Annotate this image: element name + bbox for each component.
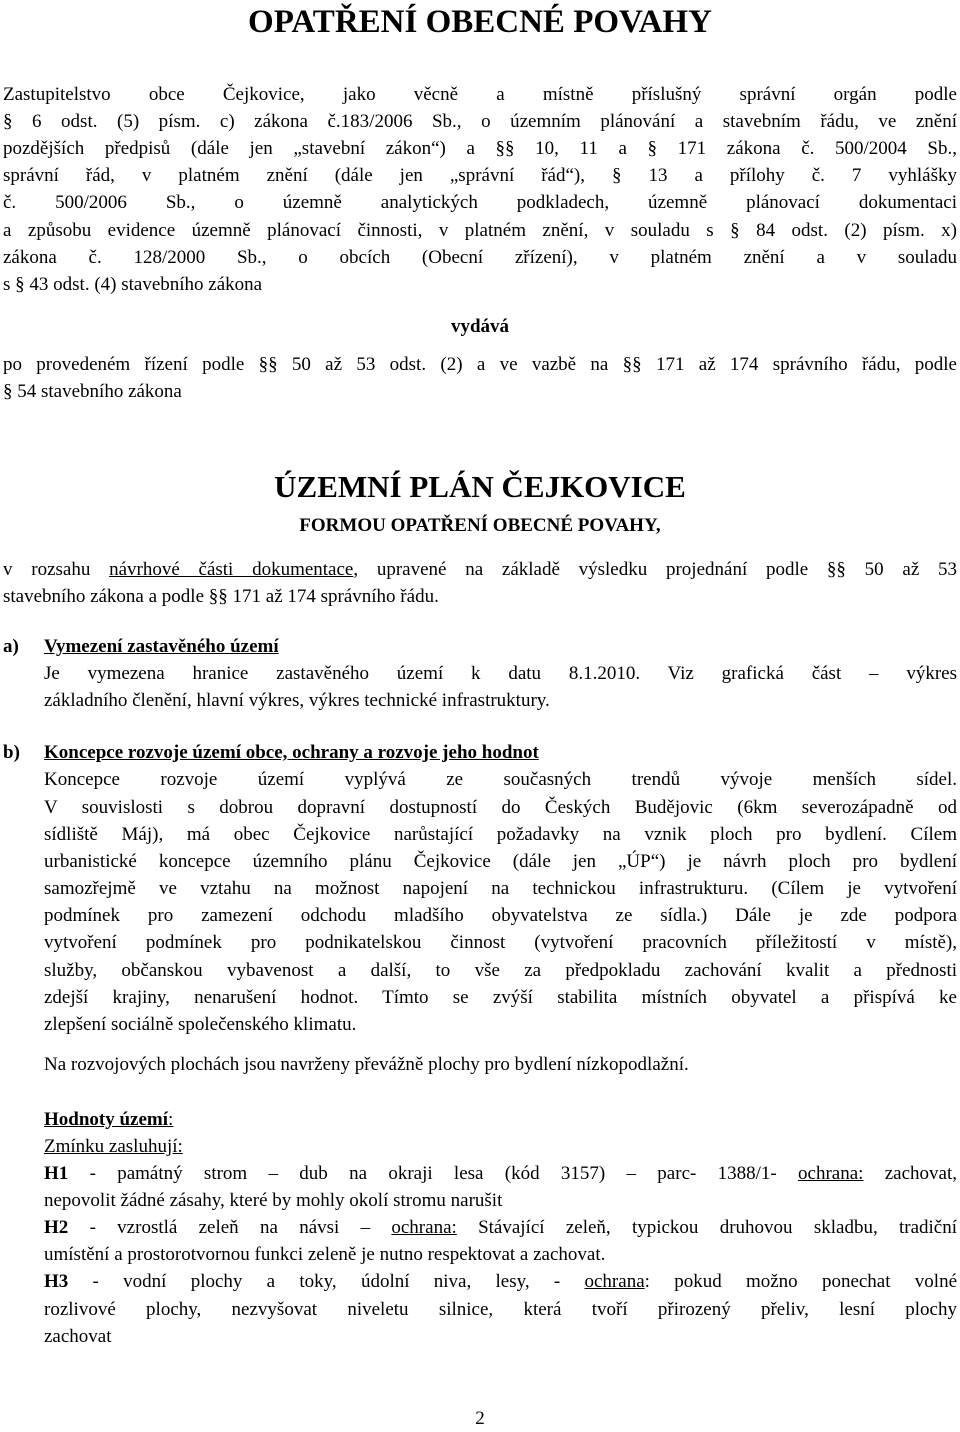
value-h3-code: H3 <box>44 1271 69 1292</box>
values-heading-colon: : <box>168 1109 174 1130</box>
page-number: 2 <box>475 1408 485 1429</box>
intro-line-5: č. 500/2006 Sb., o územně analytických podkladech, územně plánovací dokumentaci <box>3 192 957 213</box>
intro-line-4: správní řád, v platném znění (dále jen „správní řád“), § 13 a přílohy č. 7 vyhlášky <box>3 165 957 186</box>
section-b-line-2: V souvislosti s dobrou dopravní dostupností do Českých Budějovic (6km severozápadně od <box>44 797 957 818</box>
value-h2-line-1 <box>44 1215 957 1241</box>
section-b-line-4: urbanistické koncepce územního plánu Čejkovice (dále jen „ÚP“) je návrh ploch pro bydlení <box>44 851 957 872</box>
scope-post: , upravené na základě výsledku projednání podle §§ 50 až 53 <box>353 559 957 580</box>
value-h2-line-2: umístění a prostorotvornou funkci zeleně je nutno respektovat a zachovat. <box>44 1244 606 1265</box>
value-h1-code: H1 <box>44 1163 69 1184</box>
section-b-line-1: Koncepce rozvoje území vyplývá ze současných trendů vývoje menších sídel. <box>44 769 957 790</box>
values-heading: Hodnoty území <box>44 1109 169 1130</box>
value-h3-line-3: zachovat <box>44 1326 112 1347</box>
section-a-label: a) <box>3 636 19 657</box>
value-h1-line-1 <box>44 1161 957 1187</box>
procedure-line-1: po provedeném řízení podle §§ 50 až 53 odst. (2) a ve vazbě na §§ 171 až 174 správního řádu, podle <box>3 354 957 375</box>
section-b-line-7: vytvoření podmínek pro podnikatelskou činnost (vytvoření pracovních příležitostí v místě), <box>44 932 957 953</box>
value-h2-post: Stávající zeleň, typickou druhovou skladbu, tradiční <box>456 1217 958 1238</box>
section-b-line-8: služby, občanskou vybavenost a další, to vše za předpokladu zachování kvalit a přednosti <box>44 960 957 981</box>
plan-title: ÚZEMNÍ PLÁN ČEJKOVICE <box>274 469 686 504</box>
section-b-line-10: zlepšení sociálně společenského klimatu. <box>44 1014 357 1035</box>
intro-line-1: Zastupitelstvo obce Čejkovice, jako věcně a místně příslušný správní orgán podle <box>3 84 957 105</box>
scope-line-2: stavebního zákona a podle §§ 171 až 174 správního řádu. <box>3 586 439 607</box>
value-h3-protection: ochrana <box>584 1271 645 1292</box>
intro-line-2: § 6 odst. (5) písm. c) zákona č.183/2006 Sb., o územním plánování a stavebním řádu, ve znění <box>3 111 957 132</box>
value-h1-protection: ochrana: <box>798 1163 864 1184</box>
section-b-heading: Koncepce rozvoje území obce, ochrany a rozvoje jeho hodnot <box>44 742 539 763</box>
value-h1-text: - památný strom – dub na okraji lesa (kód 3157) – parc- 1388/1- <box>68 1163 799 1184</box>
intro-line-6: a způsobu evidence územně plánovací činnosti, v platném znění, v souladu s § 84 odst. (2) písm. x) <box>3 220 957 241</box>
section-b-line-6: podmínek pro zamezení odchodu mladšího obyvatelstva ze sídla.) Dále je zde podpora <box>44 905 957 926</box>
intro-line-3: pozdějších předpisů (dále jen „stavební zákon“) a §§ 10, 11 a § 171 zákona č. 500/2004 Sb., <box>3 138 957 159</box>
document-title: OPATŘENÍ OBECNÉ POVAHY <box>248 4 712 40</box>
scope-line-1 <box>3 557 957 583</box>
section-b-line-3: sídliště Máj), má obec Čejkovice narůstající požadavky na vznik ploch pro bydlení. Cílem <box>44 824 957 845</box>
section-a-heading: Vymezení zastavěného území <box>44 636 279 657</box>
intro-line-8: s § 43 odst. (4) stavebního zákona <box>3 274 263 295</box>
section-b-label: b) <box>3 742 20 763</box>
procedure-line-2: § 54 stavebního zákona <box>3 381 182 402</box>
plan-subtitle: FORMOU OPATŘENÍ OBECNÉ POVAHY, <box>299 515 661 536</box>
section-b-extra: Na rozvojových plochách jsou navrženy převážně plochy pro bydlení nízkopodlažní. <box>44 1054 689 1075</box>
section-a-line-1: Je vymezena hranice zastavěného území k datu 8.1.2010. Viz grafická část – výkres <box>44 663 957 684</box>
value-h2-code: H2 <box>44 1217 69 1238</box>
section-b-line-5: samozřejmě ve vztahu na možnost napojení na technickou infrastrukturu. (Cílem je vytvoření <box>44 878 957 899</box>
section-a-line-2: základního členění, hlavní výkres, výkres technické infrastruktury. <box>44 690 550 711</box>
value-h1-post: zachovat, <box>863 1163 957 1184</box>
verb-heading: vydává <box>450 316 510 337</box>
value-h1-line-2: nepovolit žádné zásahy, které by mohly okolí stromu narušit <box>44 1190 503 1211</box>
scope-link-text: návrhové části dokumentace <box>109 559 354 580</box>
intro-line-7: zákona č. 128/2000 Sb., o obcích (Obecní zřízení), v platném znění a v souladu <box>3 247 957 268</box>
value-h3-text: - vodní plochy a toky, údolní niva, lesy, - <box>68 1271 585 1292</box>
values-heading-line <box>44 1107 173 1133</box>
section-b-line-9: zdejší krajiny, nenarušení hodnot. Tímto se zvýší stabilita místních obyvatel a přispívá ke <box>44 987 957 1008</box>
value-h3-line-2: rozlivové plochy, nezvyšovat niveletu silnice, která tvoří přirozený přeliv, lesní plochy <box>44 1299 957 1320</box>
value-h2-text: - vzrostlá zeleň na návsi – <box>68 1217 392 1238</box>
value-h2-protection: ochrana: <box>391 1217 457 1238</box>
value-h3-post: : pokud možno ponechat volné <box>644 1271 958 1292</box>
values-subheading: Zmínku zasluhují: <box>44 1136 183 1157</box>
scope-pre: v rozsahu <box>3 559 110 580</box>
value-h3-line-1 <box>44 1269 957 1295</box>
